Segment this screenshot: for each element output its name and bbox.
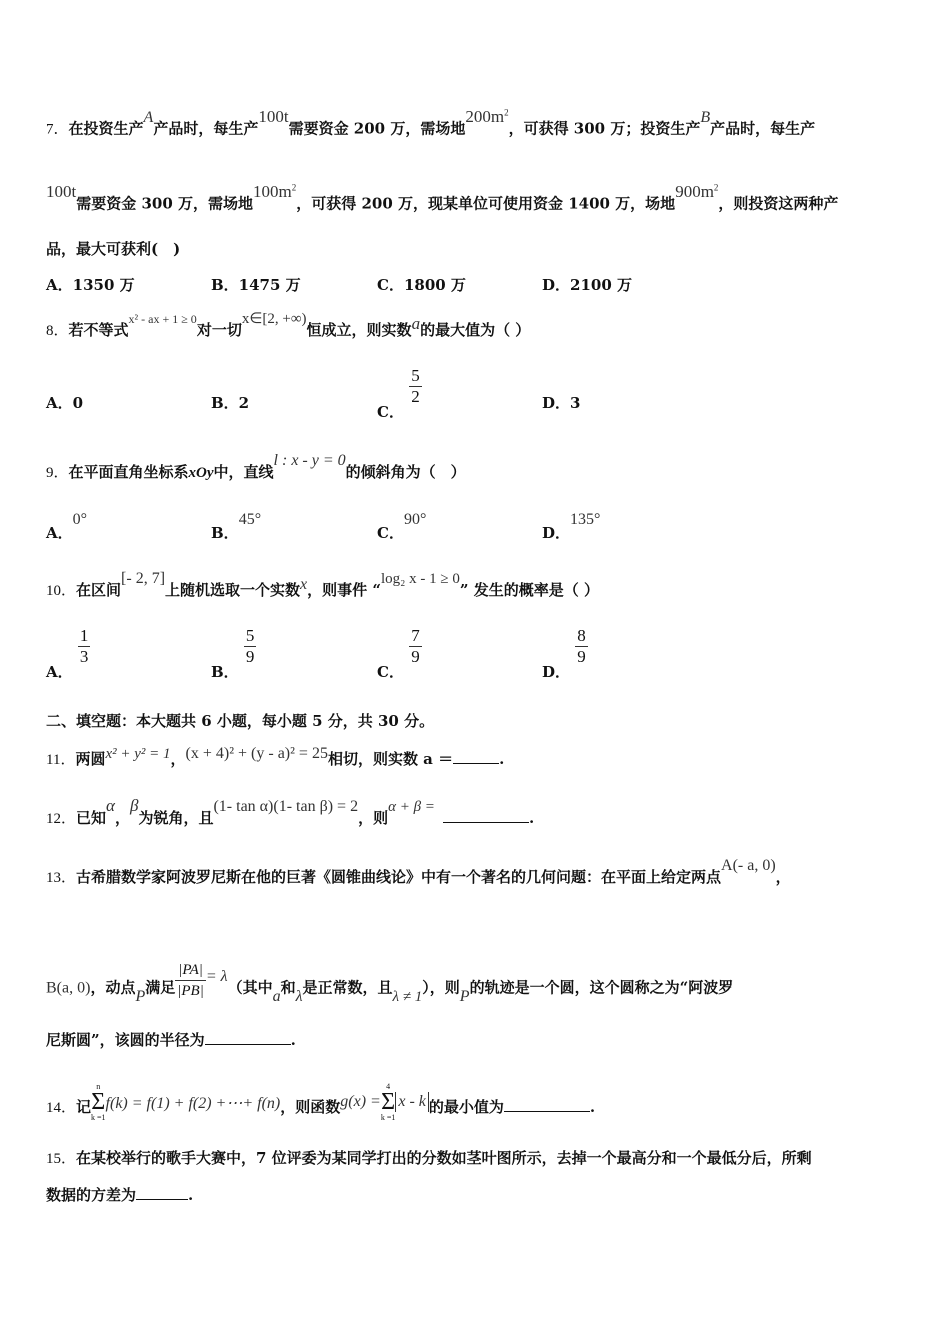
q11-circle-1: x² + y² = 1 bbox=[105, 746, 171, 762]
q13-lambda-eq: = λ bbox=[205, 967, 228, 985]
q12-line1: 12．已知α，β为锐角，且(1- tan α)(1- tan β) = 2，则α + β =. bbox=[46, 796, 535, 827]
q12-sum: α + β = bbox=[388, 799, 435, 815]
q15-number: 15． bbox=[46, 1151, 77, 1167]
section-2-heading: 二、填空题：本大题共 6 小题，每小题 5 分，共 30 分。 bbox=[46, 712, 435, 730]
q10-var-x: x bbox=[300, 576, 308, 593]
q15-line1: 15．在某校举行的歌手大赛中，7 位评委为某同学打出的分数如茎叶图所示，去掉一个最高分和一个最低分后，所剩 bbox=[46, 1149, 812, 1167]
q7-product-a: A bbox=[143, 108, 154, 126]
q11-number: 11． bbox=[46, 752, 76, 768]
q8-number: 8． bbox=[46, 323, 69, 339]
q15-answer-blank[interactable] bbox=[136, 1185, 188, 1200]
q9-xoy: xOy bbox=[188, 465, 214, 481]
q7-product-b: B bbox=[700, 108, 711, 126]
q10-event: log₂ x - 1 ≥ 0 bbox=[381, 571, 460, 587]
q13-condition: λ ≠ 1 bbox=[392, 988, 423, 1005]
q13-line1: 13．古希腊数学家阿波罗尼斯在他的巨著《圆锥曲线论》中有一个著名的几何问题：在平面上给定两点A(- a, 0)， bbox=[46, 857, 791, 886]
q9-line1: 9．在平面直角坐标系xOy中，直线l : x - y = 0的倾斜角为（ ） bbox=[46, 452, 466, 481]
q9-number: 9． bbox=[46, 465, 69, 481]
q7-math-900m2: $900m^2$ bbox=[675, 181, 719, 201]
q9-option-c: C．90° bbox=[377, 511, 427, 542]
q14-g-of-x: g(x) = bbox=[340, 1093, 381, 1110]
q13-number: 13． bbox=[46, 870, 77, 886]
q9-option-a: A．0° bbox=[46, 511, 88, 542]
q13-line2: B(a, 0)，动点P满足 $\frac{|PA|}{|PB|}$ = λ（其中a和λ是正常数，且λ ≠ 1），则P的轨迹是一个圆，这个圆称之为“阿波罗 bbox=[46, 962, 734, 1005]
q7-option-a: A．1350 万 bbox=[46, 276, 135, 294]
q12-beta: β bbox=[129, 796, 139, 815]
q7-math-100t-b: 100t bbox=[46, 181, 77, 201]
q14-answer-blank[interactable] bbox=[504, 1097, 590, 1112]
q8-option-d: D．3 bbox=[542, 394, 581, 412]
q10-option-c: C． $\frac{7}{9}$ bbox=[377, 626, 420, 681]
q12-answer-blank[interactable] bbox=[443, 808, 529, 823]
q14-number: 14． bbox=[46, 1100, 77, 1116]
q15-line2: 数据的方差为 . bbox=[46, 1186, 194, 1204]
q7-line3: 品，最大可获利( ) bbox=[46, 240, 181, 258]
q13-point-p-2: P bbox=[459, 987, 470, 1005]
q14-line1: 14．记 n Σ k =1 f(k) = f(1) + f(2) +⋯+ f(n)，则函数g(x) = 4 Σ k =1 x - k 的最小值为 . bbox=[46, 1082, 596, 1122]
q13-answer-blank[interactable] bbox=[205, 1030, 291, 1045]
q13-point-p: P bbox=[135, 987, 146, 1005]
q14-sum-2: 4 Σ k =1 bbox=[380, 1082, 396, 1122]
q11-line1: 11．两圆x² + y² = 1，(x + 4)² + (y - a)² = 25相切，则实数 a ＝ . bbox=[46, 745, 505, 768]
q10-interval: [- 2, 7] bbox=[121, 570, 166, 587]
q7-line2: 100t需要资金 300 万，需场地$100m^2$，可获得 200 万，现某单位可使用资金 1400 万，场地$900m^2$，则投资这两种产 bbox=[46, 181, 839, 213]
q13-point-a: A(- a, 0) bbox=[721, 857, 776, 874]
q10-line1: 10．在区间[- 2, 7]上随机选取一个实数x，则事件 “log₂ x - 1 ≥ 0” 发生的概率是（ ） bbox=[46, 570, 599, 599]
q14-expression: f(k) = f(1) + f(2) +⋯+ f(n) bbox=[105, 1095, 281, 1112]
q8-option-b: B．2 bbox=[211, 394, 250, 412]
q8-option-c-fraction: $\frac{5}{2}$ bbox=[411, 366, 420, 406]
q13-point-b: B(a, 0) bbox=[46, 979, 91, 997]
q12-equation: (1- tan α)(1- tan β) = 2 bbox=[213, 798, 359, 815]
q7-math-100t: 100t bbox=[258, 106, 289, 126]
q9-line-equation: l : x - y = 0 bbox=[273, 452, 346, 469]
q14-sum-1: n Σ k =1 bbox=[91, 1082, 106, 1122]
q13-ratio: $\frac{|PA|}{|PB|}$ bbox=[177, 962, 204, 999]
q8-option-a: A．0 bbox=[46, 394, 84, 412]
q10-option-b: B． $\frac{5}{9}$ bbox=[211, 626, 255, 681]
q7-number: 7． bbox=[46, 121, 69, 138]
q9-option-d: D．135° bbox=[542, 511, 601, 542]
q9-option-b: B．45° bbox=[211, 511, 262, 542]
q7-option-d: D．2100 万 bbox=[542, 276, 632, 294]
q8-inequality: x² - ax + 1 ≥ 0 bbox=[128, 312, 197, 326]
q7-option-b: B．1475 万 bbox=[211, 276, 301, 294]
q14-abs: x - k bbox=[395, 1092, 429, 1112]
q7-math-200m2: $200m^2$ bbox=[465, 106, 509, 126]
q10-option-a: A． $\frac{1}{3}$ bbox=[46, 626, 89, 681]
q8-var-a: a bbox=[411, 314, 421, 333]
q13-line3: 尼斯圆”，该圆的半径为 . bbox=[46, 1031, 296, 1049]
q13-var-a: a bbox=[272, 987, 281, 1005]
q10-number: 10． bbox=[46, 583, 77, 599]
q11-answer-blank[interactable] bbox=[453, 749, 499, 764]
q13-var-lambda: λ bbox=[295, 987, 303, 1005]
q8-line1: 8．若不等式$^{x^2 - ax + 1 \ge 0}$对一切x∈[2, +∞)恒成立，则实数a的最大值为（ ） bbox=[46, 311, 531, 339]
q7-math-100m2: $100m^2$ bbox=[253, 181, 297, 201]
q12-number: 12． bbox=[46, 811, 77, 827]
q10-option-d: D． $\frac{8}{9}$ bbox=[542, 626, 586, 681]
q11-circle-2: (x + 4)² + (y - a)² = 25 bbox=[185, 745, 328, 762]
q8-domain: x∈[2, +∞) bbox=[241, 311, 307, 327]
q7-option-c: C．1800 万 bbox=[377, 276, 466, 294]
q8-option-c: C． $\frac{5}{2}$ bbox=[377, 366, 420, 421]
q7-line1: 7．在投资生产A产品时，每生产100t需要资金 200 万，需场地$200m^2$，可获得 300 万；投资生产B产品时，每生产 bbox=[46, 106, 816, 138]
q12-alpha: α bbox=[106, 796, 115, 815]
